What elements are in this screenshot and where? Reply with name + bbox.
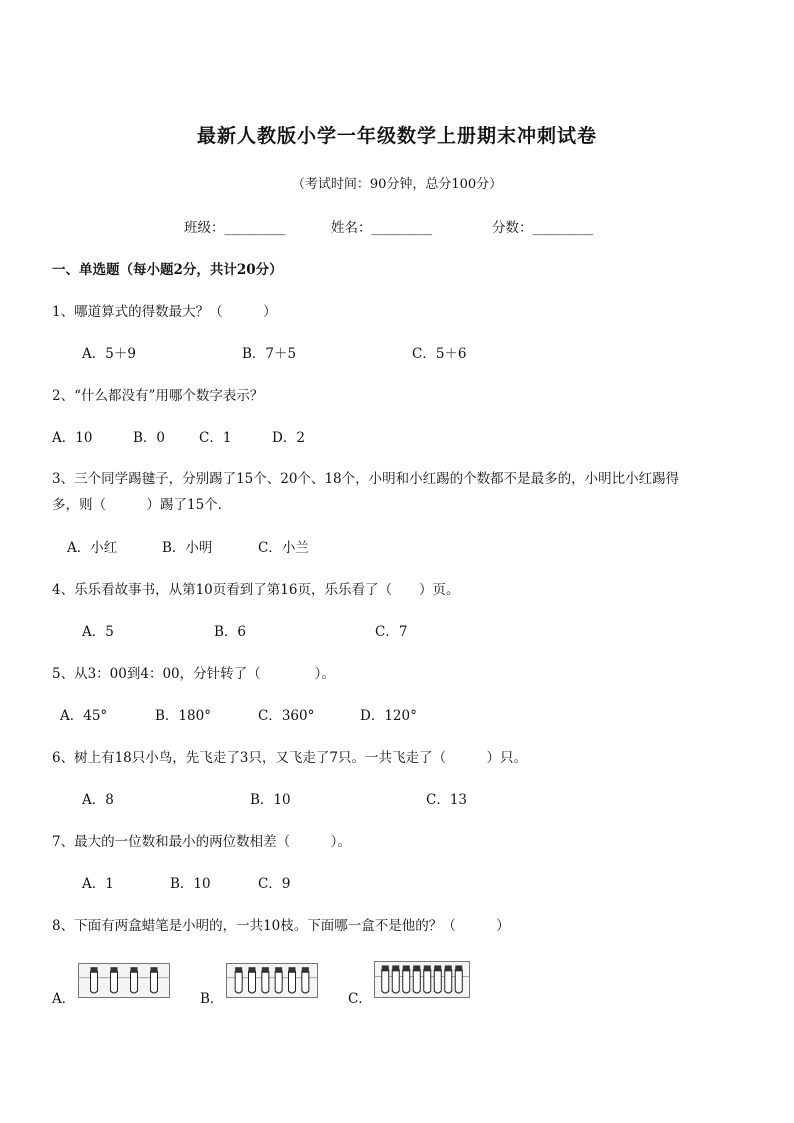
q6-option-c: C．13 <box>426 792 468 808</box>
q2-option-d: D．2 <box>272 430 305 446</box>
crayon-icon <box>302 967 309 993</box>
crayon-icon <box>249 967 256 993</box>
page-title: 最新人教版小学一年级数学上册期末冲刺试卷 <box>196 125 597 147</box>
question-2: 2、“什么都没有”用哪个数字表示？ <box>52 388 264 404</box>
q1-option-c: C．5＋6 <box>412 346 467 362</box>
exam-subtitle: （考试时间：90分钟，总分100分） <box>291 177 503 192</box>
crayon-icon <box>91 967 98 993</box>
crayon-icon <box>445 965 452 993</box>
q1-option-b: B．7＋5 <box>242 346 297 362</box>
q7-option-a: A．1 <box>82 876 114 892</box>
q3-option-a: A．小红 <box>67 540 118 556</box>
crayon-icon <box>151 967 158 993</box>
question-1: 1、哪道算式的得数最大？（ ） <box>52 304 277 320</box>
crayon-icon <box>131 967 138 993</box>
crayon-icon <box>434 965 441 993</box>
name-field: 姓名：_________ <box>331 220 433 236</box>
question-3-line-1: 3、三个同学踢毽子，分别踢了15个、20个、18个，小明和小红踢的个数都不是最多的，小明比小红踢得 <box>52 471 680 487</box>
q6-option-a: A．8 <box>82 792 114 808</box>
q5-option-a: A．45° <box>60 708 108 724</box>
q2-option-c: C．1 <box>199 430 232 446</box>
crayon-icon <box>455 965 462 993</box>
q7-option-c: C．9 <box>258 876 291 892</box>
section-heading: 一、单选题（每小题2分，共计20分） <box>52 262 283 278</box>
q6-option-b: B．10 <box>250 792 291 808</box>
crayon-icon <box>392 965 399 993</box>
question-3-line-2: 多，则（ ）踢了15个． <box>52 497 232 513</box>
q5-option-c: C．360° <box>258 708 315 724</box>
q8-option-b: B． <box>200 991 224 1007</box>
q7-option-b: B．10 <box>170 876 211 892</box>
crayon-icon <box>111 967 118 993</box>
crayon-icon <box>289 967 296 993</box>
q3-option-b: B．小明 <box>162 540 213 556</box>
q5-option-b: B．180° <box>155 708 211 724</box>
crayon-icon <box>275 967 282 993</box>
question-4: 4、乐乐看故事书，从第10页看到了第16页，乐乐看了（ ）页。 <box>52 582 460 598</box>
q4-option-b: B．6 <box>214 624 247 640</box>
question-6: 6、树上有18只小鸟，先飞走了3只，又飞走了7只。一共飞走了（ ）只。 <box>52 750 527 766</box>
crayon-icon <box>235 967 242 993</box>
crayon-box-6 <box>226 963 318 998</box>
crayon-icon <box>413 965 420 993</box>
q4-option-c: C．7 <box>375 624 408 640</box>
question-8: 8、下面有两盒蜡笔是小明的，一共10枝。下面哪一盒不是他的？（ ） <box>52 918 510 934</box>
class-field: 班级：_________ <box>184 220 286 236</box>
q2-option-b: B．0 <box>133 430 166 446</box>
crayon-icon <box>403 965 410 993</box>
q1-option-a: A．5＋9 <box>82 346 136 362</box>
q5-option-d: D．120° <box>360 708 417 724</box>
q8-option-a: A． <box>52 991 76 1007</box>
score-field: 分数：_________ <box>492 220 594 236</box>
question-7: 7、最大的一位数和最小的两位数相差（ ）。 <box>52 834 351 850</box>
q2-option-a: A．10 <box>52 430 93 446</box>
crayon-box-8 <box>374 961 470 998</box>
q4-option-a: A．5 <box>82 624 114 640</box>
crayon-box-4 <box>78 963 170 998</box>
crayon-icon <box>424 965 431 993</box>
q8-option-c: C． <box>348 991 372 1007</box>
crayon-icon <box>382 965 389 993</box>
q3-option-c: C．小兰 <box>258 540 309 556</box>
question-5: 5、从3：00到4：00，分针转了（ ）。 <box>52 666 335 682</box>
crayon-icon <box>262 967 269 993</box>
